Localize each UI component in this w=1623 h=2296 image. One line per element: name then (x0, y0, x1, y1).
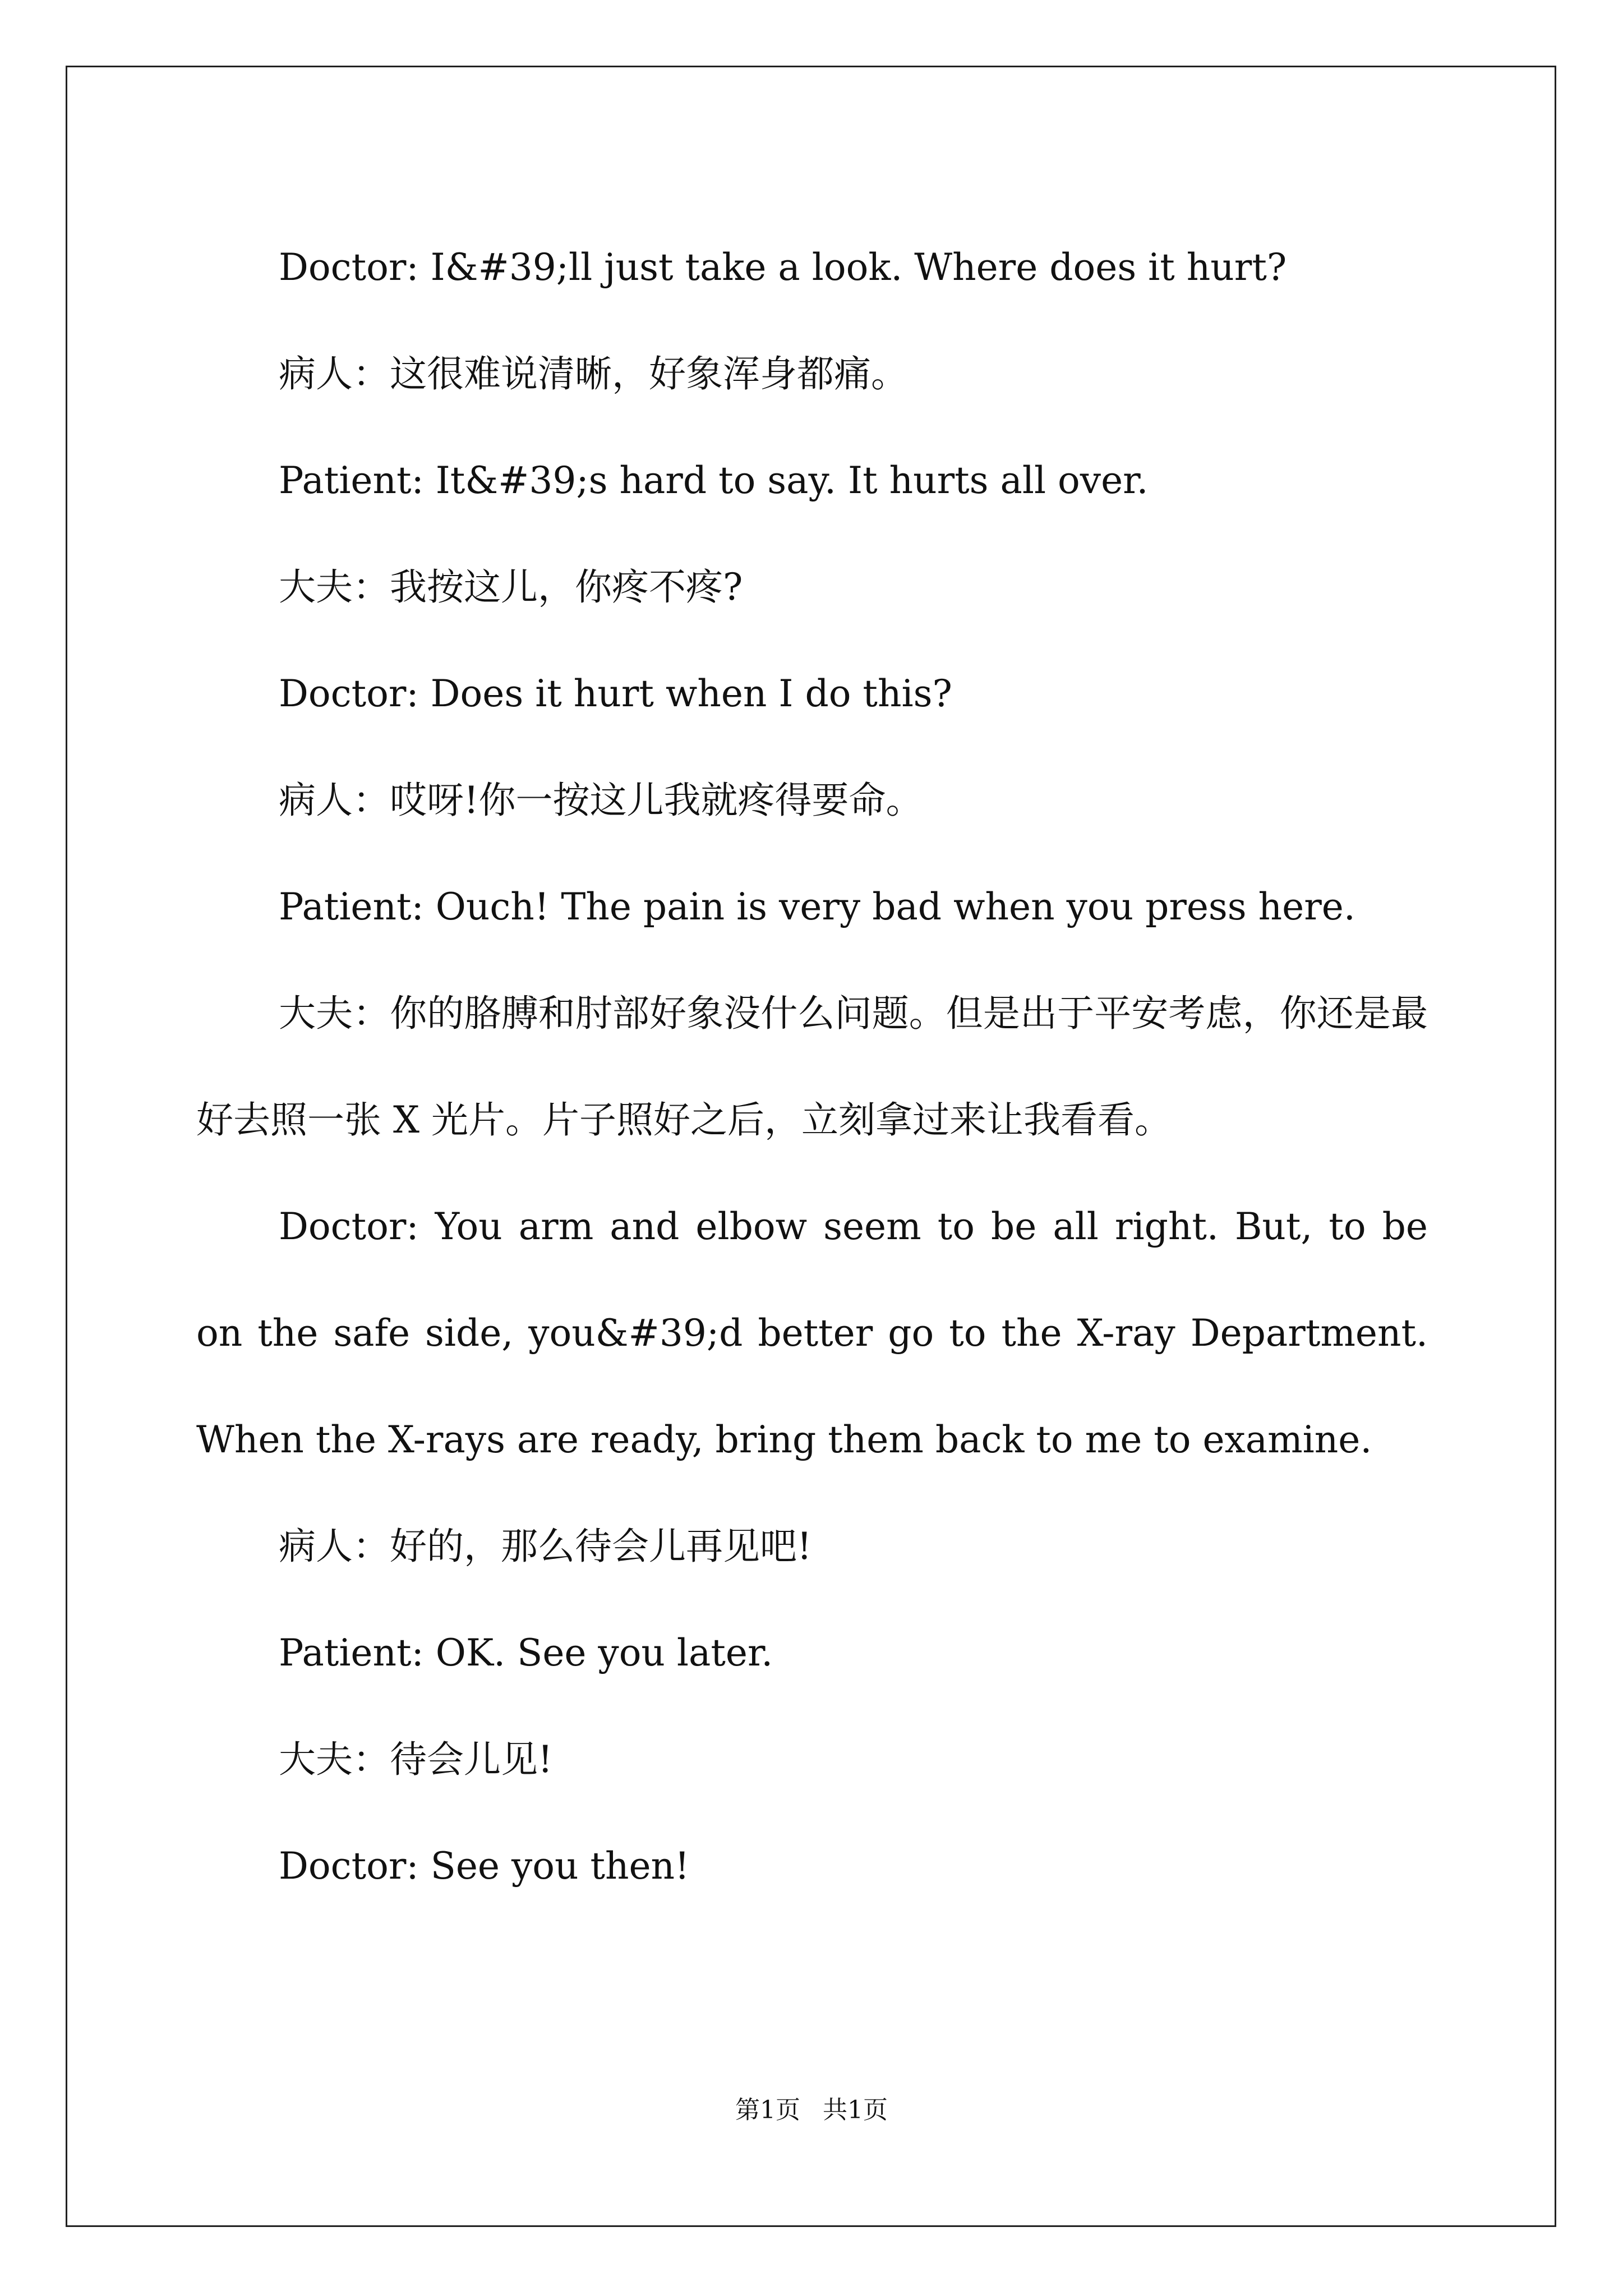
dialogue-line: 病人：哎呀!你一按这儿我就疼得要命。 (279, 779, 923, 822)
total-pages: 共1页 (823, 2096, 888, 2124)
document-body (196, 214, 1428, 1920)
dialogue-line: Doctor: Does it hurt when I do this? (279, 672, 952, 715)
dialogue-line: Doctor: I&#39;ll just take a look. Where does it hurt? (279, 246, 1287, 289)
dialogue-line: 病人：这很难说清晰，好象浑身都痛。 (279, 352, 908, 395)
dialogue-line: Doctor: You arm and elbow seem to be all right. But, to be on the safe side, you&#39;d better go to the X-ray Department. When the X-rays are ready, bring them back to me to examine. (196, 1205, 1428, 1461)
dialogue-line: 病人：好的，那么待会儿再见吧! (279, 1525, 812, 1568)
dialogue-line: Patient: OK. See you later. (279, 1631, 773, 1674)
page-footer (0, 2090, 1623, 2125)
dialogue-line: Patient: It&#39;s hard to say. It hurts all over. (279, 459, 1149, 502)
dialogue-line: 大夫：待会儿见! (279, 1738, 553, 1781)
page-number: 第1页 (735, 2096, 800, 2124)
dialogue-line: Patient: Ouch! The pain is very bad when you press here. (279, 885, 1355, 928)
dialogue-line: 大夫：我按这儿，你疼不疼? (279, 565, 743, 609)
dialogue-line: 大夫：你的胳膊和肘部好象没什么问题。但是出于平安考虑，你还是最好去照一张 X 光片。片子照好之后，立刻拿过来让我看看。 (196, 992, 1428, 1142)
dialogue-line: Doctor: See you then! (279, 1844, 690, 1888)
